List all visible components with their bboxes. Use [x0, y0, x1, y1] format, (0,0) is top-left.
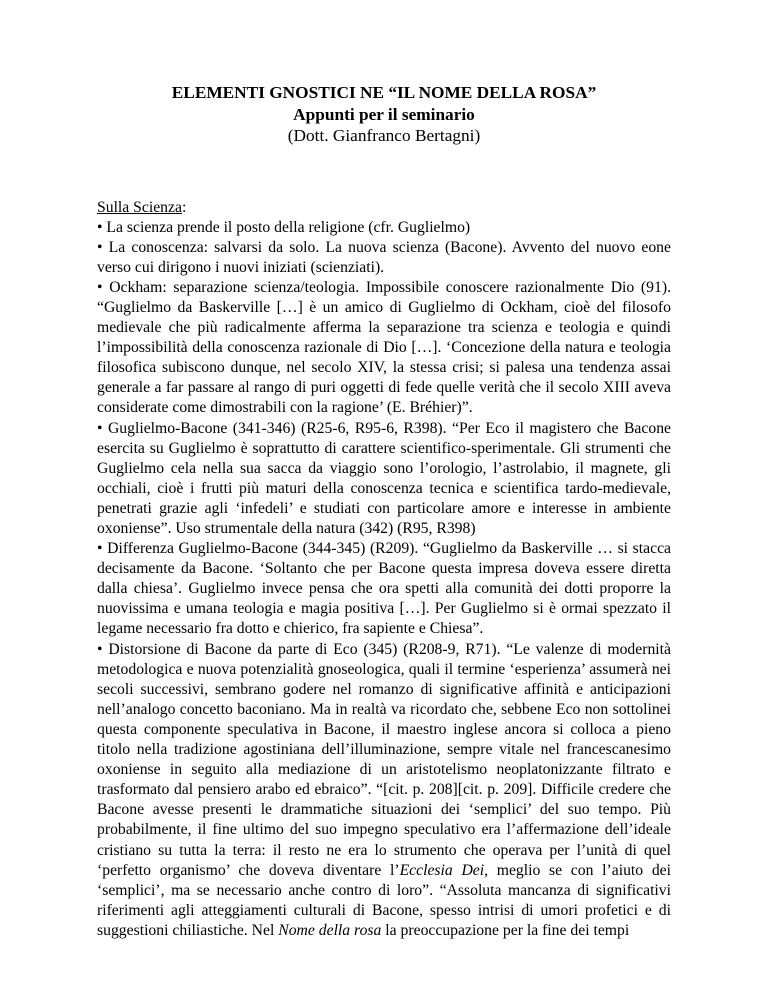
paragraph-6-part-b: , meglio se con l’aiuto dei ‘semplici’, ma se necessario anche contro di loro”. “Assoluta mancanza di significativi riferimenti agli atteggiamenti culturali di Bacone, spesso intrisi di umori profetici e di suggestioni chiliastiche. Nel — [97, 861, 671, 939]
document-title: ELEMENTI GNOSTICI NE “IL NOME DELLA ROSA” — [171, 83, 597, 102]
document-subtitle: Appunti per il seminario — [293, 104, 475, 124]
paragraph-6-part-a: Distorsione di Bacone da parte di Eco (345) (R208-9, R71). “Le valenze di modernità metodologica e nuova potenzialità gnoseologica, quali il termine ‘esperienza’ assumerà nei secoli successivi, sembrano godere nel romanzo di significative affinità e anticipazioni nell’analogo concetto baconiano. Ma in realtà va ricordato che, sebbene Eco non sottolinei questa componente speculativa in Bacone, il maestro inglese ancora si colloca a pieno titolo nella tradizione agostiniana dell’illuminazione, sempre vitale nel francescanesimo oxoniense in seguito alla mediazione di un aristotelismo neoplatonizzante filtrato e trasformato dal pensiero arabo ed ebraico”. “[cit. p. 208][cit. p. 209]. Difficile credere che Bacone avesse presenti le drammatiche situazioni dei ‘semplici’ del suo tempo. Più probabilmente, il fine ultimo del suo impegno speculativo era l’affermazione dell’ideale cristiano su tutta la terra: il resto ne era lo strumento che operava per l’unità di quel ‘perfetto organismo’ che doveva diventare l’ — [97, 640, 671, 879]
document-author: (Dott. Gianfranco Bertagni) — [287, 126, 481, 145]
bullet-paragraph-1: • La scienza prende il posto della religione (cfr. Guglielmo) — [97, 218, 671, 238]
document-header — [97, 82, 671, 147]
bullet-paragraph-2: • La conoscenza: salvarsi da solo. La nuova scienza (Bacone). Avvento del nuovo eone verso cui dirigono i nuovi iniziati (scienziati). — [97, 238, 671, 278]
bullet-paragraph-5: • Differenza Guglielmo-Bacone (344-345) (R209). “Guglielmo da Baskerville … si stacca decisamente da Bacone. ‘Soltanto che per Bacone questa impresa doveva essere diretta dalla chiesa’. Guglielmo invece pensa che ora spetti alla comunità dei dotti proporre la nuovissima e umana teologia e magia positiva […]. Per Guglielmo si è ormai spezzato il legame necessario fra dotto e chierico, fra sapiente e Chiesa”. — [97, 539, 671, 639]
nome-della-rosa-italic: Nome della rosa — [278, 921, 382, 939]
ecclesia-dei-italic: Ecclesia Dei — [399, 861, 485, 879]
bullet-paragraph-3: • Ockham: separazione scienza/teologia. Impossibile conoscere razionalmente Dio (91). “Guglielmo da Baskerville […] è un amico di Guglielmo di Ockham, cioè del filosofo medievale che più radicalmente afferma la separazione tra scienza e teologia e quindi l’impossibilità della conoscenza razionale di Dio […]. ‘Concezione della natura e teologia filosofica subiscono dunque, nel secolo XIV, la stessa crisi; si palesa una tendenza assai generale a far passare al rango di puri oggetti di fede quelle verità che il secolo XIII aveva considerate come dimostrabili con la ragione’ (E. Bréhier)”. — [97, 278, 671, 419]
document-page — [97, 82, 671, 941]
bullet-paragraph-6 — [97, 640, 671, 941]
paragraph-6-part-c: la preoccupazione per la fine dei tempi — [381, 921, 630, 939]
bullet-paragraph-4: • Guglielmo-Bacone (341-346) (R25-6, R95-6, R398). “Per Eco il magistero che Bacone esercita su Guglielmo è soprattutto di carattere scientifico-sperimentale. Gli strumenti che Guglielmo cela nella sua sacca da viaggio sono l’orologio, l’astrolabio, il magnete, gli occhiali, cioè i frutti più maturi della conoscenza tecnica e scientifica tardo-medievale, penetrati grazie agli ‘infedeli’ e studiati con particolare amore e interesse in ambiente oxoniense”. Uso strumentale della natura (342) (R95, R398) — [97, 419, 671, 540]
section-scienza — [97, 198, 671, 941]
section-heading-text: Sulla Scienza — [97, 198, 182, 216]
section-heading — [97, 198, 671, 218]
section-heading-colon: : — [181, 198, 187, 216]
